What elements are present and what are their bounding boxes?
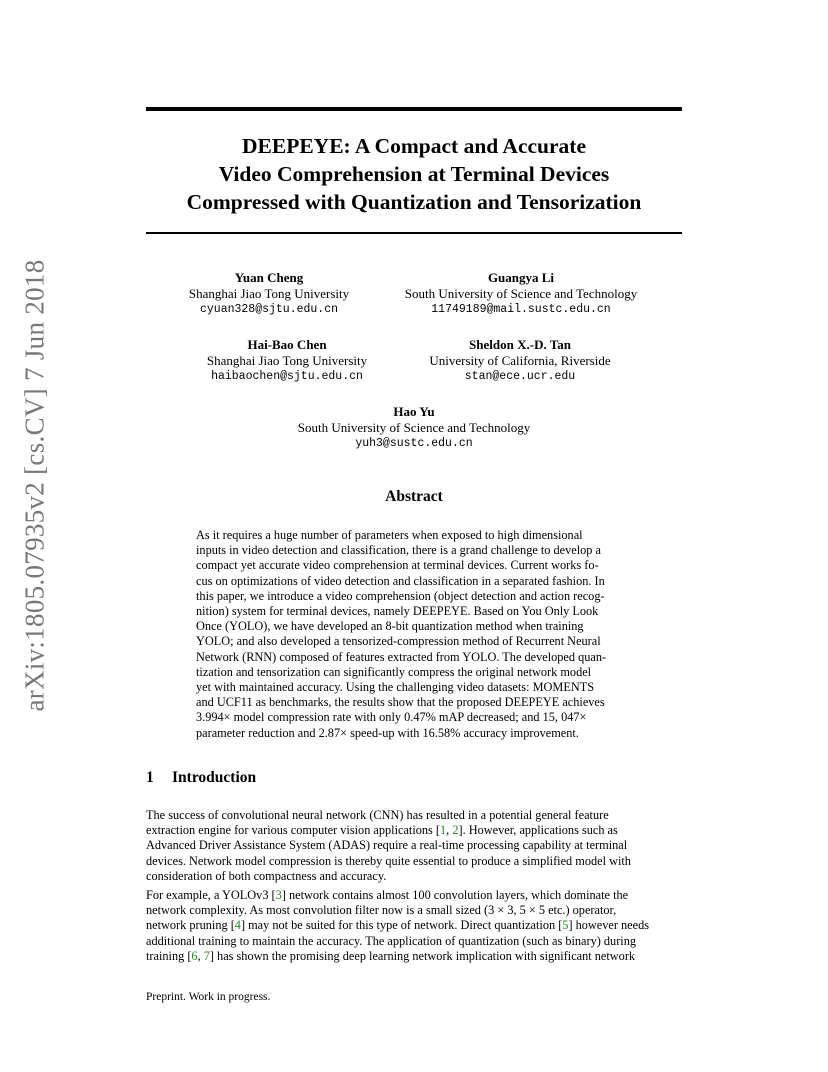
text-run: For example, a YOLOv3 [ (146, 888, 276, 902)
citation-link[interactable]: 5 (562, 918, 569, 933)
text-run: ] may not be suited for this type of network. Direct quantization [ (240, 918, 563, 933)
paragraph-line: Advanced Driver Assistance System (ADAS) require a real-time processing capability at terminal (146, 838, 628, 853)
author-affiliation: South University of Science and Technology (297, 420, 531, 435)
author-affiliation: South University of Science and Technology (404, 286, 638, 301)
text-run: , (197, 948, 204, 963)
author-email[interactable]: cyuan328@sjtu.edu.cn (199, 303, 339, 316)
text-run: ] has shown the promising deep learning network implication with significant network (209, 948, 636, 963)
abstract-line: parameter reduction and 2.87× speed-up with 16.58% accuracy improvement. (196, 725, 579, 740)
paragraph-line: additional training to maintain the accuracy. The application of quantization (such as binary) during (146, 933, 637, 948)
title-line-1: DEEPEYE: A Compact and Accurate (242, 134, 586, 158)
intro-paragraph-2 (146, 888, 682, 964)
author-email[interactable]: stan@ece.ucr.edu (464, 370, 576, 383)
arxiv-identifier-text: arXiv:1805.07935v2 [cs.CV] 7 Jun 2018 (19, 258, 50, 712)
paragraph-line: The success of convolutional neural network (CNN) has resulted in a potential general feature (146, 808, 609, 822)
paragraph-line: devices. Network model compression is thereby quite essential to produce a simplified model with (146, 853, 631, 868)
title-top-rule (146, 107, 682, 111)
author-block-5 (264, 404, 564, 452)
author-email[interactable]: haibaochen@sjtu.edu.cn (211, 370, 363, 383)
citation-link[interactable]: 1 (440, 823, 447, 838)
text-run: ] however needs (568, 918, 650, 933)
paragraph-line: network complexity. As most convolution filter now is a small sized (3 × 3, 5 × 5 etc.) operator, (146, 903, 617, 918)
citation-link[interactable]: 2 (452, 823, 459, 838)
paragraph-line (146, 949, 682, 964)
abstract-line: cus on optimizations of video detection and classification in a separated fashion. In (196, 573, 605, 588)
abstract-line: Network (RNN) composed of features extracted from YOLO. The developed quan- (196, 649, 607, 664)
author-email[interactable]: 11749189@mail.sustc.edu.cn (431, 303, 611, 316)
intro-paragraph-1 (146, 808, 682, 884)
abstract-line: YOLO; and also developed a tensorized-compression method of Recurrent Neural (196, 634, 601, 649)
text-run: ] network contains almost 100 convolution layers, which dominate the (281, 888, 629, 902)
abstract-line: compact yet accurate video comprehension at terminal devices. Current works fo- (196, 558, 599, 573)
author-name: Yuan Cheng (234, 270, 304, 285)
text-run: , (446, 823, 453, 838)
abstract-heading: Abstract (385, 488, 443, 505)
author-name: Hai-Bao Chen (247, 337, 327, 352)
paragraph-line (146, 888, 682, 903)
title-line-2: Video Comprehension at Terminal Devices (218, 162, 610, 186)
author-block-1 (164, 270, 374, 318)
section-title: Introduction (172, 769, 257, 786)
abstract-line: 3.994× model compression rate with only 0.47% mAP decreased; and 15, 047× (196, 710, 587, 725)
paper-title (146, 132, 682, 216)
section-number: 1 (146, 769, 154, 786)
text-run: ]. However, applications such as (458, 823, 618, 838)
author-name: Hao Yu (393, 404, 435, 419)
abstract-line: tization and tensorization can significantly compress the original network model (196, 664, 592, 679)
abstract-line: this paper, we introduce a video comprehension (object detection and action recog- (196, 588, 605, 603)
abstract-line: and UCF11 as benchmarks, the results show that the proposed DEEPEYE achieves (196, 695, 605, 710)
text-run: training [ (146, 948, 192, 963)
title-bottom-rule (146, 232, 682, 234)
paragraph-line (146, 823, 682, 838)
author-affiliation: Shanghai Jiao Tong University (206, 353, 368, 368)
author-email[interactable]: yuh3@sustc.edu.cn (355, 437, 473, 450)
author-block-4 (410, 337, 630, 385)
text-run: extraction engine for various computer vision applications [ (146, 823, 441, 838)
citation-link[interactable]: 3 (275, 888, 282, 902)
title-line-3: Compressed with Quantization and Tensorization (186, 190, 642, 214)
abstract-line: nition) system for terminal devices, namely DEEPEYE. Based on You Only Look (196, 604, 599, 619)
section-heading-introduction (146, 769, 256, 787)
abstract-line: inputs in video detection and classification, there is a grand challenge to develop a (196, 543, 601, 558)
citation-link[interactable]: 4 (234, 918, 241, 933)
citation-link[interactable]: 7 (203, 948, 210, 963)
abstract-line: As it requires a huge number of parameters when exposed to high dimensional (196, 528, 583, 542)
author-block-2 (391, 270, 651, 318)
author-affiliation: University of California, Riverside (429, 353, 611, 368)
author-name: Guangya Li (487, 270, 555, 285)
citation-link[interactable]: 6 (191, 948, 198, 963)
author-affiliation: Shanghai Jiao Tong University (188, 286, 350, 301)
abstract-body (196, 528, 633, 741)
abstract-line: Once (YOLO), we have developed an 8-bit quantization method when training (196, 619, 584, 634)
author-block-3 (182, 337, 392, 385)
paragraph-line (146, 918, 682, 933)
arxiv-identifier-stamp (8, 258, 62, 712)
paragraph-line: consideration of both compactness and accuracy. (146, 868, 387, 883)
author-name: Sheldon X.-D. Tan (469, 337, 571, 352)
text-run: network pruning [ (146, 918, 235, 933)
abstract-line: yet with maintained accuracy. Using the challenging video datasets: MOMENTS (196, 680, 595, 695)
preprint-footnote: Preprint. Work in progress. (146, 991, 271, 1003)
